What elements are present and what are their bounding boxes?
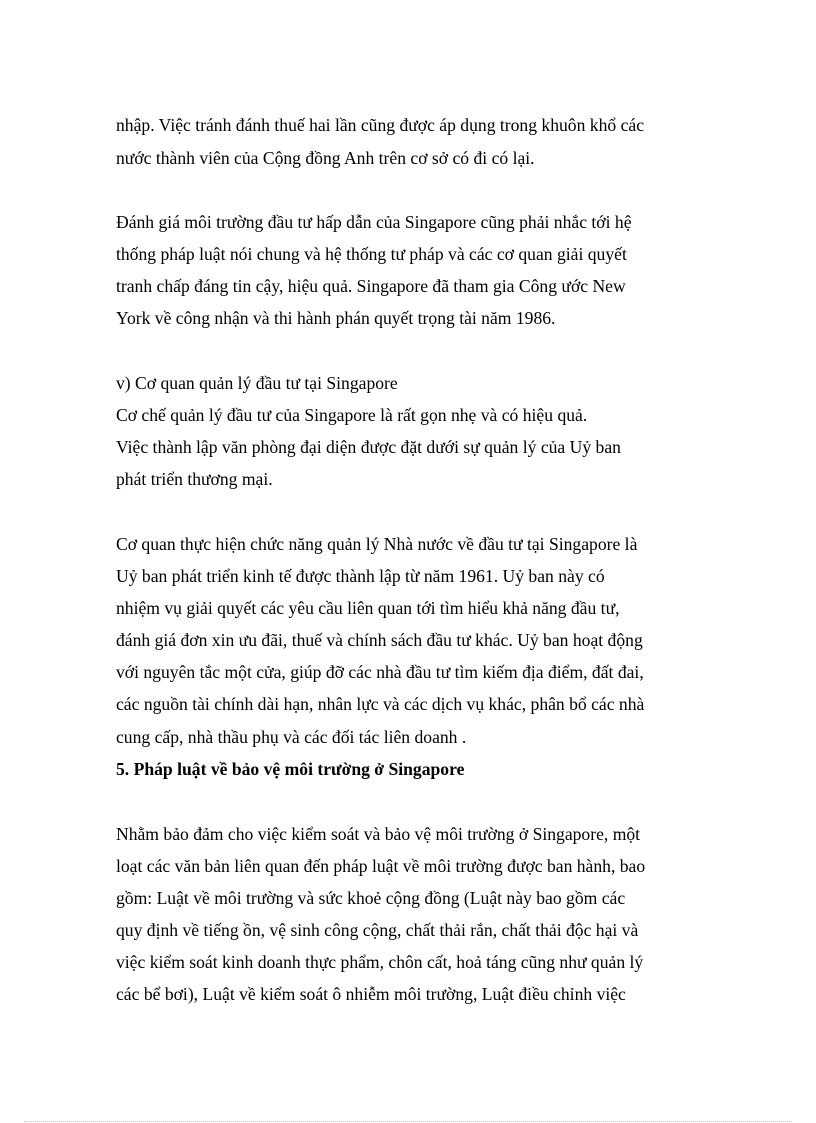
paragraph-1-line-1: nhập. Việc tránh đánh thuế hai lần cũng được áp dụng trong khuôn khổ các <box>116 115 645 135</box>
page-bottom-divider <box>24 1121 792 1122</box>
paragraph-4-line-6: các nguồn tài chính dài hạn, nhân lực và các dịch vụ khác, phân bổ các nhà <box>116 694 645 714</box>
paragraph-5-line-4: quy định về tiếng ồn, vệ sinh công cộng, chất thải rắn, chất thải độc hại và <box>116 920 639 940</box>
paragraph-4-line-7: cung cấp, nhà thầu phụ và các đối tác liên doanh . <box>116 727 467 747</box>
paragraph-4-line-2: Uỷ ban phát triển kinh tế được thành lập từ năm 1961. Uỷ ban này có <box>116 566 605 586</box>
paragraph-3-line-2: Cơ chế quản lý đầu tư của Singapore là rất gọn nhẹ và có hiệu quả. <box>116 405 588 425</box>
paragraph-4-line-5: với nguyên tắc một cửa, giúp đỡ các nhà đầu tư tìm kiếm địa điểm, đất đai, <box>116 662 644 682</box>
paragraph-3-line-4: phát triển thương mại. <box>116 469 273 489</box>
paragraph-4-line-3: nhiệm vụ giải quyết các yêu cầu liên quan tới tìm hiểu khả năng đầu tư, <box>116 598 620 618</box>
paragraph-1-line-2: nước thành viên của Cộng đồng Anh trên cơ sở có đi có lại. <box>116 148 535 168</box>
paragraph-2-line-3: tranh chấp đáng tin cậy, hiệu quả. Singapore đã tham gia Công ước New <box>116 276 626 296</box>
paragraph-5-line-5: việc kiểm soát kinh doanh thực phẩm, chôn cất, hoả táng cũng như quản lý <box>116 952 644 972</box>
paragraph-3-line-3: Việc thành lập văn phòng đại diện được đặt dưới sự quản lý của Uỷ ban <box>116 437 621 457</box>
paragraph-4-line-4: đánh giá đơn xin ưu đãi, thuế và chính sách đầu tư khác. Uỷ ban hoạt động <box>116 630 643 650</box>
paragraph-2-line-2: thống pháp luật nói chung và hệ thống tư pháp và các cơ quan giải quyết <box>116 244 627 264</box>
paragraph-5-line-3: gồm: Luật về môi trường và sức khoẻ cộng đồng (Luật này bao gồm các <box>116 888 626 908</box>
section-heading: 5. Pháp luật về bảo vệ môi trường ở Singapore <box>116 759 465 779</box>
paragraph-2-line-1: Đánh giá môi trường đầu tư hấp dẫn của Singapore cũng phải nhắc tới hệ <box>116 212 632 232</box>
paragraph-5-line-6: các bể bơi), Luật về kiểm soát ô nhiễm môi trường, Luật điều chỉnh việc <box>116 984 626 1004</box>
paragraph-2-line-4: York về công nhận và thi hành phán quyết trọng tài năm 1986. <box>116 308 556 328</box>
subsection-heading: v) Cơ quan quản lý đầu tư tại Singapore <box>116 373 398 393</box>
paragraph-5-line-1: Nhằm bảo đảm cho việc kiểm soát và bảo vệ môi trường ở Singapore, một <box>116 824 641 844</box>
paragraph-4-line-1: Cơ quan thực hiện chức năng quản lý Nhà nước về đầu tư tại Singapore là <box>116 534 638 554</box>
paragraph-5-line-2: loạt các văn bản liên quan đến pháp luật về môi trường được ban hành, bao <box>116 856 646 876</box>
